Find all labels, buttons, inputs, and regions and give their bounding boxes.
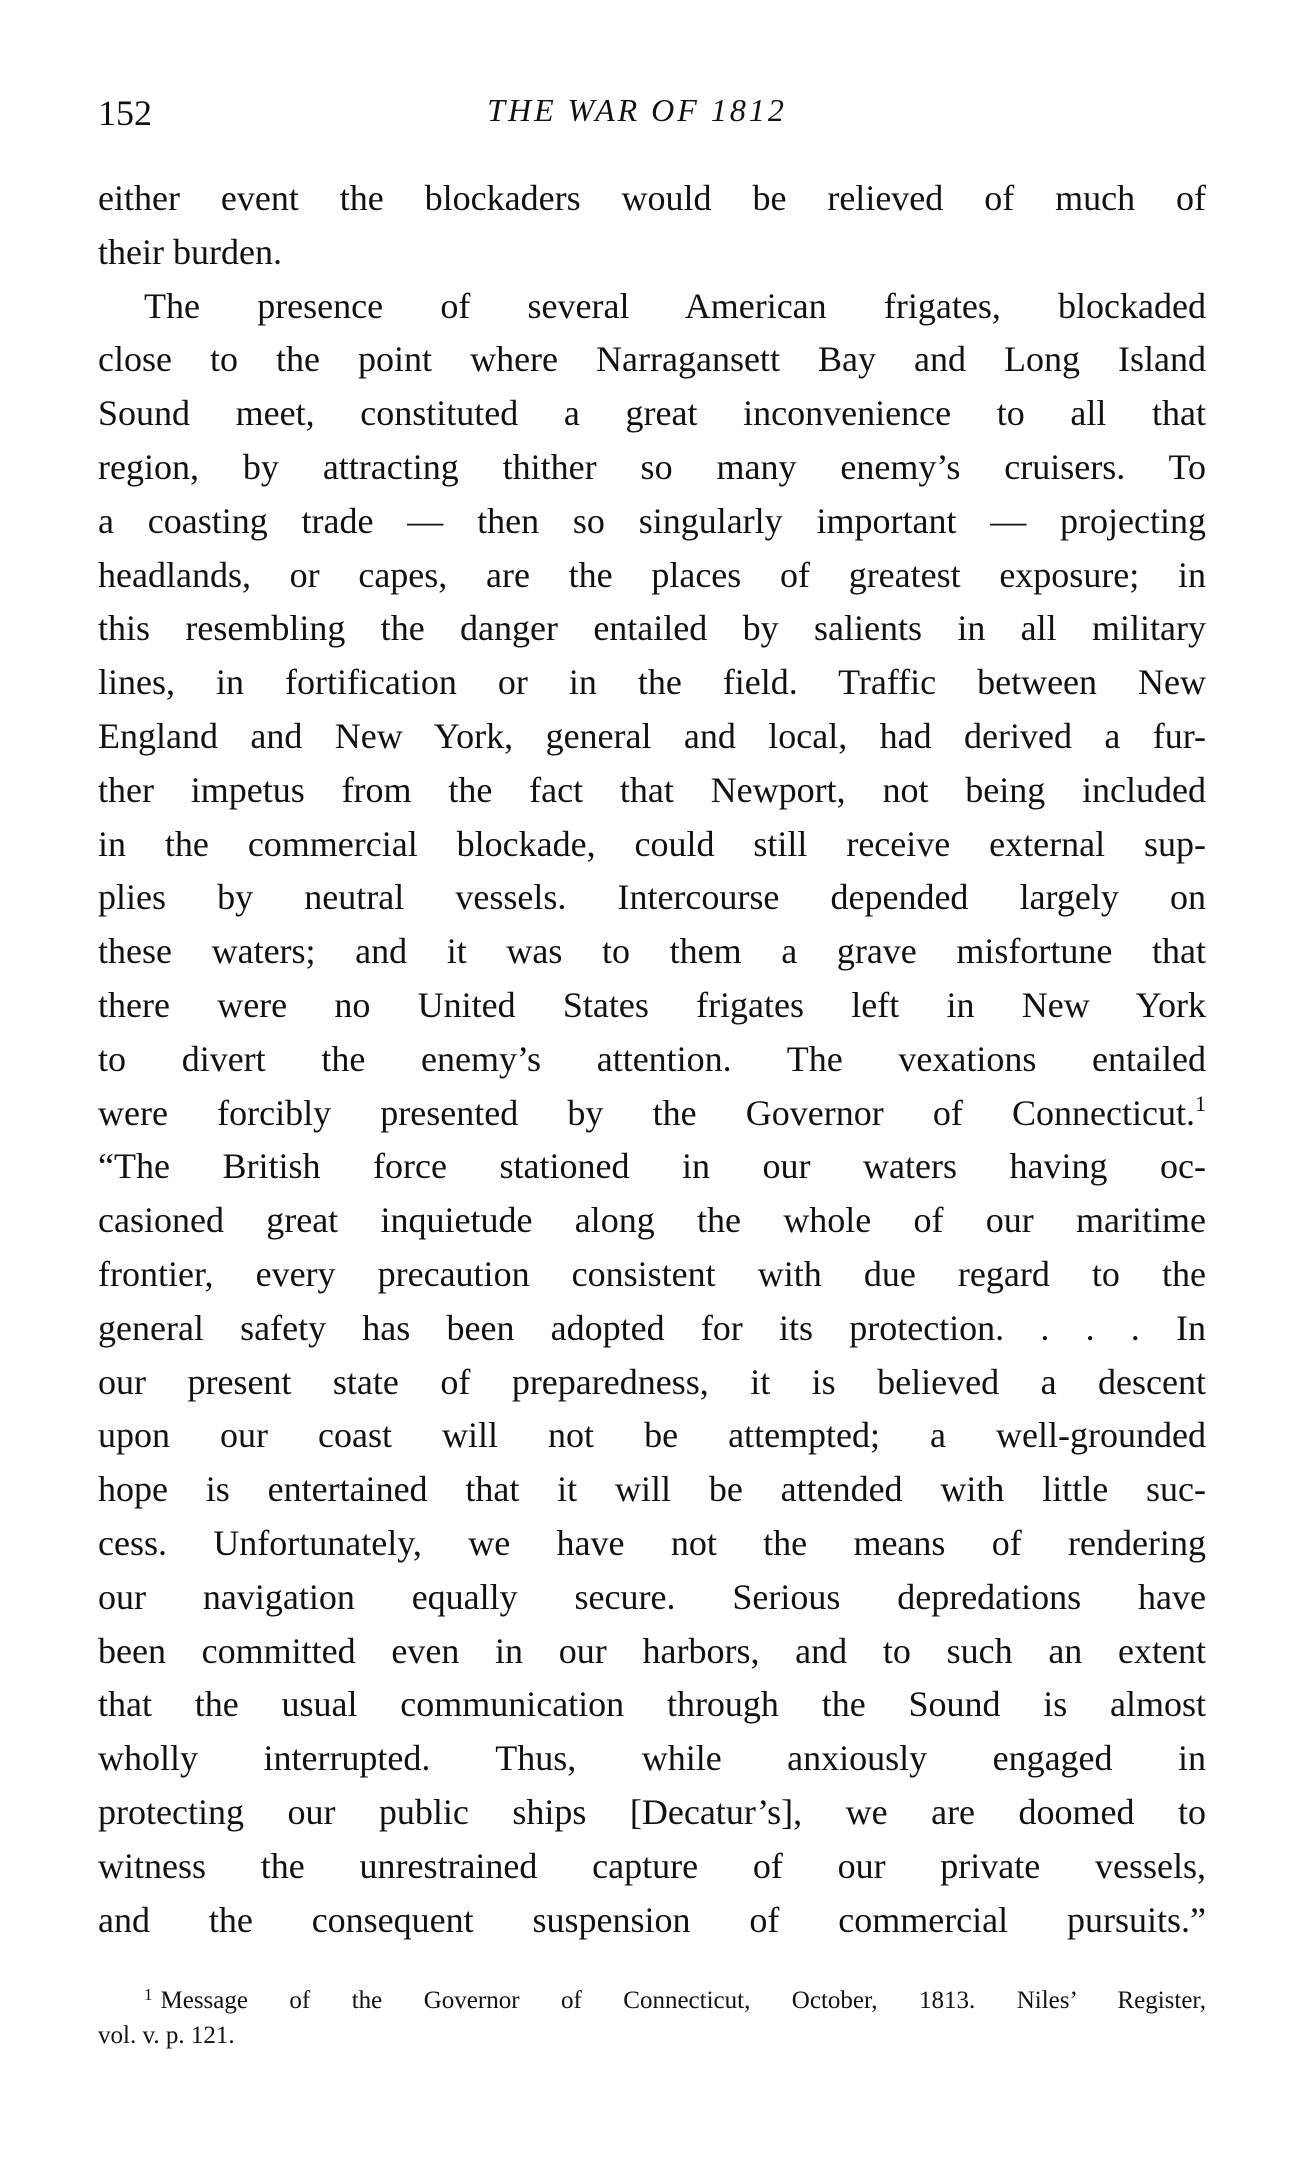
text-line [98,1517,1206,1571]
text-line [98,495,1206,549]
text-line [98,1087,1206,1141]
text-line [98,172,1206,226]
text-line [98,1194,1206,1248]
text-line [98,1894,1206,1948]
text-line [98,1678,1206,1732]
text-line-content: ther impetus from the fact that Newport, not being included [98,769,1206,810]
running-header [98,92,1206,136]
text-line-content: upon our coast will not be attempted; a well-grounded [98,1415,1206,1456]
text-line [98,1409,1206,1463]
page-number: 152 [98,93,152,133]
footnote-text: Message of the Governor of Connecticut, October, 1813. Niles’ Register, [160,1987,1206,2014]
text-line [98,226,1206,280]
text-line-content: wholly interrupted. Thus, while anxiously engaged in [98,1738,1206,1779]
text-line [98,1463,1206,1517]
footnote-reference[interactable]: 1 [1195,1090,1206,1116]
text-line-content: The presence of several American frigates, blockaded [144,285,1206,326]
text-line-content: our navigation equally secure. Serious depredations have [98,1576,1206,1617]
text-line [98,925,1206,979]
body-text [98,172,1206,1947]
text-line [98,333,1206,387]
text-line-content: their burden. [98,231,282,272]
text-line [98,1033,1206,1087]
text-line-content: lines, in fortification or in the field. Traffic between New [98,662,1206,703]
text-line [98,602,1206,656]
text-line [98,710,1206,764]
text-line-content: that the usual communication through the Sound is almost [98,1684,1206,1725]
text-line-content: to divert the enemy’s attention. The vexations entailed [98,1038,1206,1079]
text-line-content: region, by attracting thither so many enemy’s cruisers. To [98,446,1206,487]
text-line-content: cess. Unfortunately, we have not the means of rendering [98,1522,1206,1563]
text-line [98,871,1206,925]
text-line-content: witness the unrestrained capture of our private vessels, [98,1845,1206,1886]
text-line [98,1302,1206,1356]
text-line-content: and the consequent suspension of commercial pursuits.” [98,1899,1206,1940]
text-line [98,1786,1206,1840]
text-line [98,1732,1206,1786]
text-line-content: Sound meet, constituted a great inconvenience to all that [98,393,1206,434]
text-line [98,1571,1206,1625]
text-line [98,549,1206,603]
text-line-content: “The British force stationed in our waters having oc- [98,1146,1206,1187]
text-line [98,441,1206,495]
text-line-content: in the commercial blockade, could still receive external sup- [98,823,1206,864]
text-line-content: our present state of preparedness, it is believed a descent [98,1361,1206,1402]
text-line [98,818,1206,872]
text-line-content: plies by neutral vessels. Intercourse depended largely on [98,877,1206,918]
text-line [98,280,1206,334]
text-line-content: England and New York, general and local, had derived a fur- [98,715,1206,756]
footnotes [98,1983,1206,2053]
text-line [98,1840,1206,1894]
text-line [98,1140,1206,1194]
text-line [98,764,1206,818]
text-line [98,1625,1206,1679]
text-line [98,1356,1206,1410]
text-line-content: a coasting trade — then so singularly important — projecting [98,500,1206,541]
text-line-content: frontier, every precaution consistent with due regard to the [98,1253,1206,1294]
text-line-content: either event the blockaders would be relieved of much of [98,178,1206,218]
text-line [98,656,1206,710]
text-line-content: there were no United States frigates left in New York [98,984,1206,1025]
text-line [98,1248,1206,1302]
text-line-content: general safety has been adopted for its protection. . . . In [98,1307,1206,1348]
running-title: THE WAR OF 1812 [487,92,787,128]
text-line-content: protecting our public ships [Decatur’s], we are doomed to [98,1791,1206,1832]
text-line [98,387,1206,441]
text-line-content: been committed even in our harbors, and to such an extent [98,1630,1206,1671]
footnote-line: vol. v. p. 121. [98,2022,235,2049]
text-line-content: headlands, or capes, are the places of greatest exposure; in [98,554,1206,595]
footnote-marker: 1 [144,1985,153,2004]
text-line [98,979,1206,1033]
text-line-content: these waters; and it was to them a grave misfortune that [98,931,1206,972]
text-line-content: hope is entertained that it will be attended with little suc- [98,1469,1206,1510]
text-line-content: casioned great inquietude along the whole of our maritime [98,1200,1206,1241]
text-line-content: were forcibly presented by the Governor of Connecticut. [98,1092,1195,1133]
footnote-line [98,1983,1206,2018]
text-line-content: close to the point where Narragansett Bay and Long Island [98,339,1206,380]
text-line-content: this resembling the danger entailed by salients in all military [98,608,1206,649]
